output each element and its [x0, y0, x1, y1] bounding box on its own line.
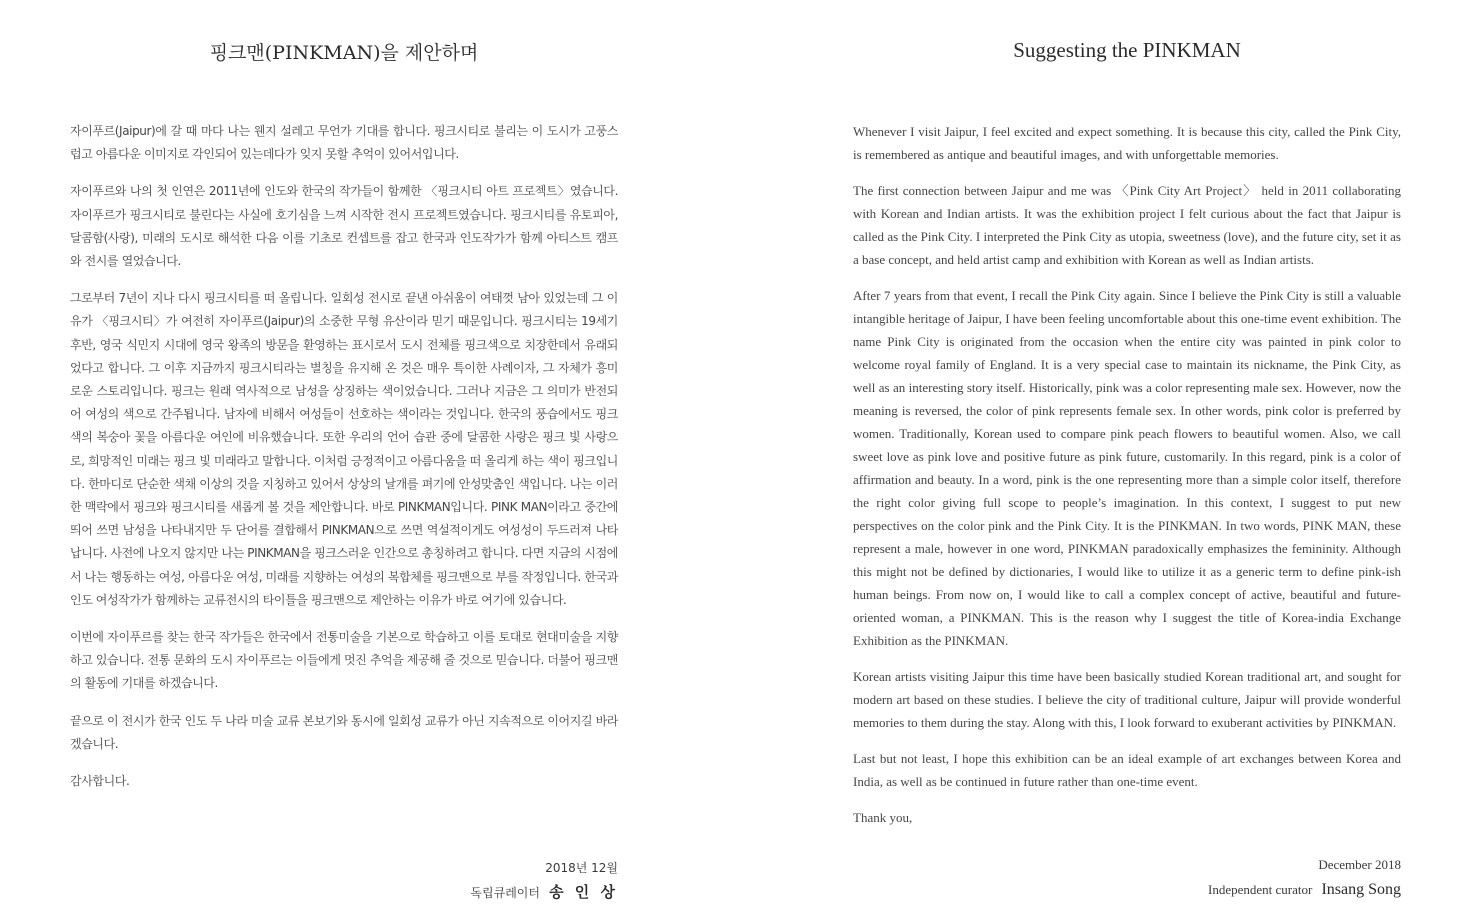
english-body — [853, 120, 1401, 829]
english-role: Independent curator — [1208, 882, 1313, 897]
english-signature-line — [1208, 876, 1401, 903]
korean-signature — [470, 857, 618, 906]
english-signature — [1208, 854, 1401, 903]
english-paragraph-2: The first connection between Jaipur and me was 〈Pink City Art Project〉 held in 2011 collaborating with Korean and Indian artists. It was the exhibition project I felt curious about the fact that Jaipur is called as the Pink City. I interpreted the Pink City as utopia, sweetness (love), and the future city, set it as a base concept, and held artist camp and exhibition with Korean as well as Indian artists. — [853, 183, 1401, 267]
korean-paragraph-4: 이번에 자이푸르를 찾는 한국 작가들은 한국에서 전통미술을 기본으로 학습하고 이를 토대로 현대미술을 지향하고 있습니다. 전통 문화의 도시 자이푸르는 이들에게 멋진 추억을 제공해 줄 것으로 믿습니다. 더불어 핑크맨의 활동에 기대를 하겠습니다. — [70, 630, 618, 691]
korean-closing: 감사합니다. — [70, 774, 130, 789]
english-paragraph-3: After 7 years from that event, I recall the Pink City again. Since I believe the Pink City is still a valuable intangible heritage of Jaipur, I have been feeling uncomfortable about this one-time event exhibition. The name Pink City is originated from the occasion when the entire city was painted in pink color to welcome royal family of England. It is a very special case to maintain its nickname, the Pink City, as well as an interesting story itself. Historically, pink was a color representing male sex. However, now the meaning is reversed, the color of pink represents female sex. In other words, pink color is preferred by women. Traditionally, Korean used to compare pink peach flowers to beautiful women. Also, we call sweet love as pink love and positive future as pink future, customarily. In this regard, pink is a color of affirmation and beauty. In a word, pink is the one representing more than a simple color itself, therefore the right color giving full scope to people’s imagination. In this context, I suggest to put new perspectives on the color pink and the Pink City. It is the PINKMAN. In two words, PINK MAN, these represent a male, however in one word, PINKMAN paradoxically emphasizes the femininity. Although this might not be defined by dictionaries, I would like to utilize it as a generic term to define pink-ish human beings. From now on, I would like to call a complex concept of active, beautiful and future-oriented woman, a PINKMAN. This is the reason why I suggest the title of Korea-india Exchange Exhibition as the PINKMAN. — [853, 288, 1401, 648]
korean-title: 핑크맨(PINKMAN)을 제안하며 — [209, 42, 479, 64]
english-paragraph-5: Last but not least, I hope this exhibition can be an ideal example of art exchanges between Korea and India, as well as be continued in future rather than one-time event. — [853, 751, 1401, 789]
korean-paragraph-3: 그로부터 7년이 지나 다시 핑크시티를 떠 올립니다. 일회성 전시로 끝낸 아쉬움이 여태껏 남아 있었는데 그 이유가 〈핑크시티〉가 여전히 자이푸르(Jaipur)의 소중한 무형 유산이라 믿기 때문입니다. 핑크시티는 19세기 후반, 영국 식민지 시대에 영국 왕족의 방문을 환영하는 표시로서 도시 전체를 핑크색으로 치장한데서 유래되었다고 합니다. 그 이후 지금까지 핑크시티라는 별칭을 유지해 온 것은 매우 특이한 사례이자, 그 자체가 흥미로운 스토리입니다. 핑크는 원래 역사적으로 남성을 상징하는 색이었습니다. 그러나 지금은 그 의미가 반전되어 여성의 색으로 간주됩니다. 남자에 비해서 여성들이 선호하는 색이라는 것입니다. 한국의 풍습에서도 핑크색의 복숭아 꽃을 아름다운 여인에 비유했습니다. 또한 우리의 언어 습관 중에 달콤한 사랑은 핑크 빛 사랑으로, 희망적인 미래는 핑크 빛 미래라고 말합니다. 이처럼 긍정적이고 아름다움을 떠 올리게 하는 색이 핑크입니다. 한마디로 단순한 색채 이상의 것을 지칭하고 있어서 상상의 날개를 펴기에 안성맞춤인 색입니다. 나는 이러한 맥락에서 핑크와 핑크시티를 새롭게 볼 것을 제안합니다. 바로 PINKMAN입니다. PINK MAN이라고 중간에 띄어 쓰면 남성을 나타내지만 두 단어를 결합해서 PINKMAN으로 쓰면 역설적이게도 여성성이 두드러져 나타납니다. 사전에 나오지 않지만 나는 PINKMAN을 핑크스러운 인간으로 총칭하려고 합니다. 다면 지금의 시점에서 나는 행동하는 여성, 아름다운 여성, 미래를 지향하는 여성의 복합체를 핑크맨으로 부를 작정입니다. 한국과 인도 여성작가가 함께하는 교류전시의 타이틀을 핑크맨으로 제안하는 이유가 바로 여기에 있습니다. — [70, 291, 618, 607]
english-name: Insang Song — [1321, 881, 1401, 898]
korean-paragraph-2: 자이푸르와 나의 첫 인연은 2011년에 인도와 한국의 작가들이 함께한 〈핑크시티 아트 프로젝트〉였습니다. 자이푸르가 핑크시티로 불린다는 사실에 호기심을 느껴 시작한 전시 프로젝트였습니다. 핑크시티를 유토피아, 달콤함(사랑), 미래의 도시로 해석한 다음 이를 기초로 컨셉트를 잡고 한국과 인도작가가 함께 아티스트 캠프와 전시를 열었습니다. — [70, 184, 618, 269]
english-paragraph-1: Whenever I visit Jaipur, I feel excited and expect something. It is because this city, called the Pink City, is remembered as antique and beautiful images, and with unforgettable memories. — [853, 124, 1401, 162]
english-date: December 2018 — [1318, 857, 1401, 872]
english-title: Suggesting the PINKMAN — [1013, 38, 1241, 62]
korean-paragraph-5: 끝으로 이 전시가 한국 인도 두 나라 미술 교류 본보기와 동시에 일회성 교류가 아닌 지속적으로 이어지길 바라겠습니다. — [70, 713, 618, 751]
korean-paragraph-1: 자이푸르(Jaipur)에 갈 때 마다 나는 웬지 설레고 무언가 기대를 합니다. 핑크시티로 불리는 이 도시가 고풍스럽고 아름다운 이미지로 각인되어 있는데다가 잊지 못할 추억이 있어서입니다. — [70, 124, 618, 162]
korean-page — [70, 0, 618, 910]
korean-name: 송 인 상 — [549, 883, 618, 901]
korean-signature-line — [470, 879, 618, 906]
korean-role: 독립큐레이터 — [470, 886, 540, 900]
english-closing: Thank you, — [853, 810, 913, 825]
korean-date: 2018년 12월 — [545, 861, 618, 875]
korean-body — [70, 120, 618, 793]
english-paragraph-4: Korean artists visiting Jaipur this time have been basically studied Korean traditional art, and sought for modern art based on these studies. I believe the city of traditional culture, Jaipur will provide wonderful memories to them during the stay. Along with this, I look forward to exuberant activities by PINKMAN. — [853, 669, 1401, 730]
english-page — [853, 0, 1401, 910]
